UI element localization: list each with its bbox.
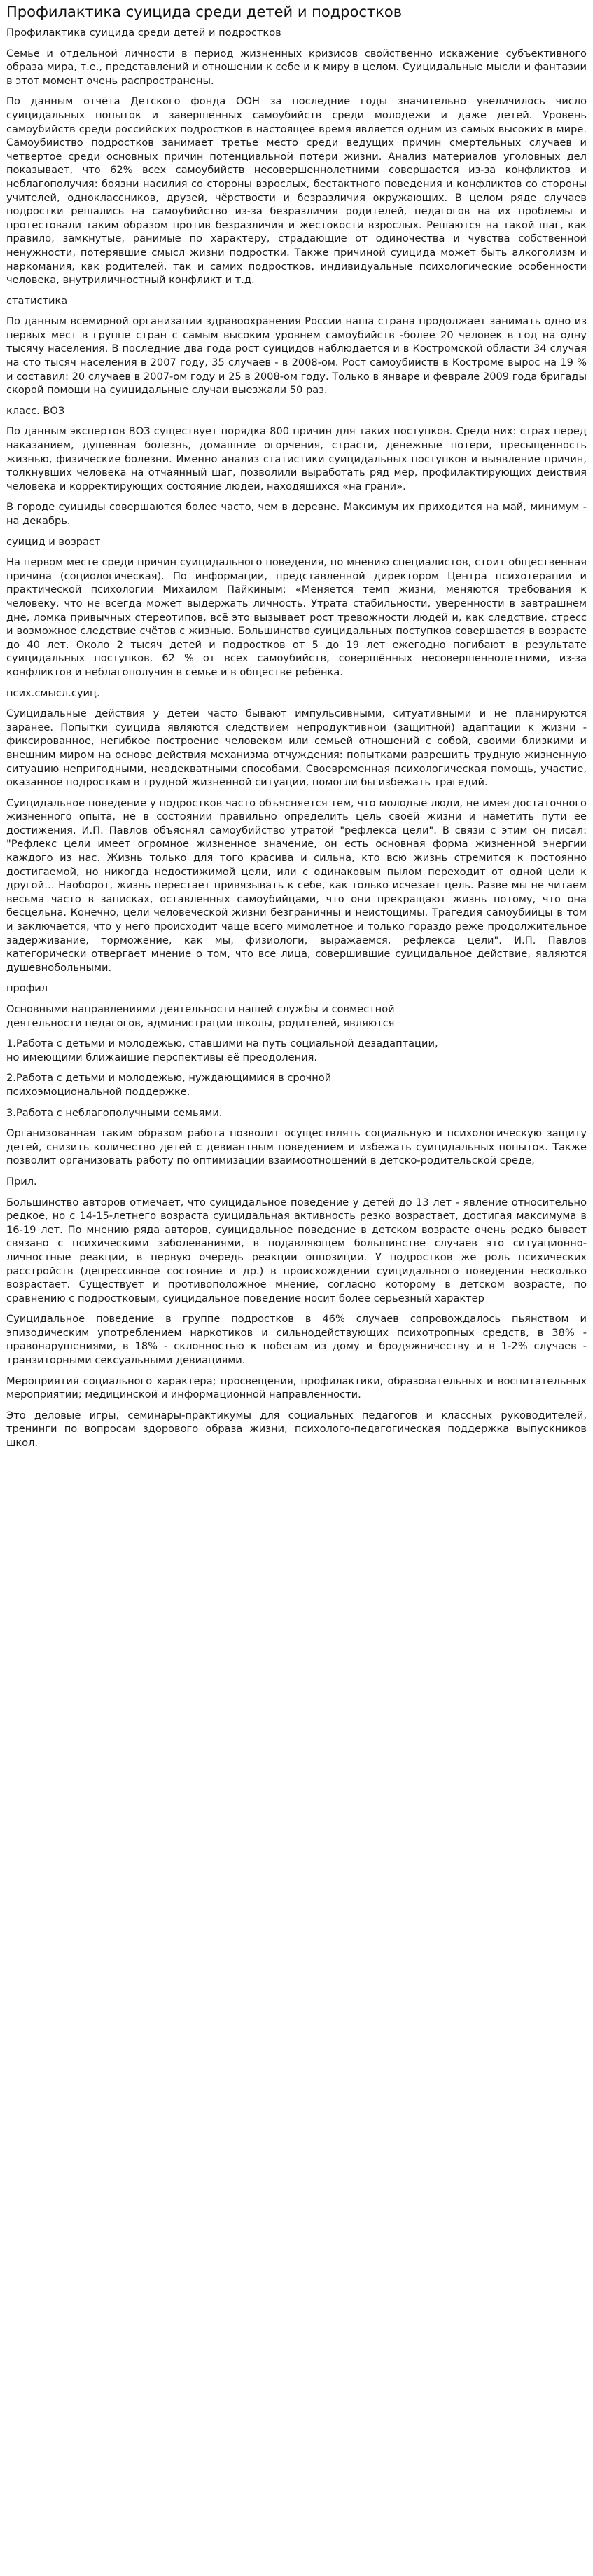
section-label-appendix: Прил. <box>6 1175 37 1187</box>
organized-work-paragraph: Организованная таким образом работа позволит осуществлять социальную и психологическую защиту детей, снизить количество детей с девиантным поведением и избежать суицидальных попыток. Также позволит организовать работу по оптимизации взаимоотношений в детско-родительской среде, <box>6 1127 587 1167</box>
list-item-2: 2.Работа с детьми и молодежью, нуждающимися в срочной психоэмоциональной поддержке. <box>6 1072 332 1098</box>
teen-group-paragraph: Суицидальное поведение в группе подростков в 46% случаев сопровождалось пьянством и эпизодическим употреблением наркотиков и сильнодействующих психотропных средств, в 38% - правонарушениями, в 18% - склонностью к побегам из дому и бродяжничеству и в 1-2% случаев - транзиторными сексуальными девиациями. <box>6 1313 587 1367</box>
impulsive-actions-paragraph: Суицидальные действия у детей часто бывают импульсивными, ситуативными и не планируются заранее. Попытки суицида являются следствием непродуктивной (защитной) адаптации к жизни - фиксированное, негибкое построение человеком или семьей отношений с собой, своими близкими и внешним миром на основе действия механизма отчуждения: попытками разрешить трудную жизненную ситуацию непригодными, неадекватными способами. Своевременная психологическая помощь, участие, оказанное подросткам в трудной жизненной ситуации, помогли бы избежать трагедий. <box>6 708 587 789</box>
section-label-who-class: класс. ВОЗ <box>6 404 65 417</box>
section-label-age: суицид и возраст <box>6 535 101 548</box>
age-behavior-paragraph: Большинство авторов отмечает, что суицидальное поведение у детей до 13 лет - явление относительно редкое, но с 14-15-летнего возраста суицидальная активность резко возрастает, достигая максимума в 16-19 лет. По мнению ряда авторов, суицидальное поведение в детском возрасте очень редко бывает связано с психическими заболеваниями, в подавляющем большинстве случаев это ситуационно-личностные реакции, в первую очередь реакции оппозиции. У подростков же роль психических расстройств (депрессивное состояние и др.) в происхождении суицидального поведения несколько возрастает. Существует и противоположное мнение, согласно которому в детском возрасте, по сравнению с подростковым, суицидальное поведение носит более серьезный характер <box>6 1196 587 1304</box>
measures-paragraph: Мероприятия социального характера; просвещения, профилактики, образовательных и воспитательных мероприятий; медицинской и информационной направленности. <box>6 1375 587 1401</box>
list-item-1: 1.Работа с детьми и молодежью, ставшими на путь социальной дезадаптации, но имеющими ближайшие перспективы её преодоления. <box>6 1038 438 1063</box>
section-label-psych-meaning: псих.смысл.суиц. <box>6 687 100 699</box>
list-item-3: 3.Работа с неблагополучными семьями. <box>6 1106 223 1119</box>
social-causes-paragraph: На первом месте среди причин суицидального поведения, по мнению специалистов, стоит общественная причина (социологическая). По информации, представленной директором Центра психотерапии и практической психологии Михаилом Пайкиным: «Меняется темп жизни, меняются требования к человеку, что не всегда может выдержать личность. Утрата стабильности, уверенности в завтрашнем дне, ломка привычных стереотипов, всё это вызывает рост тревожности людей и, как следствие, стресс и возможное следствие счётов с жизнью. Большинство суицидальных поступков совершается в возрасте до 40 лет. Около 2 тысяч детей и подростков от 5 до 19 лет ежегодно погибают в результате суицидальных поступков. 62 % от всех самоубийств, совершённых несовершеннолетними, из-за конфликтов и неблагополучия в семье и в обществе ребёнка. <box>6 556 587 678</box>
who-russia-paragraph: По данным всемирной организации здравоохранения России наша страна продолжает занимать одно из первых мест в группе стран с самым высоким уровнем самоубийств -более 20 человек в год на одну тысячу населения. В последние два года рост суицидов наблюдается и в Костромской области 34 случая на сто тысяч населения в 2007 году, 35 случаев - в 2008-ом. Рост самоубийств в Костроме вырос на 19 % и составил: 20 случаев в 2007-ом году и 25 в 2008-ом году. Только в январе и феврале 2009 года бригады скорой помощи на суицидальные случаи выезжали 50 раз. <box>6 315 587 397</box>
intro-paragraph: Семье и отдельной личности в период жизненных кризисов свойственно искажение субъективного образа мира, т.е., представлений и отношении к себе и к миру в целом. Суицидальные мысли и фантазии в этот момент очень распространены. <box>6 47 587 87</box>
who-causes-paragraph: По данным экспертов ВОЗ существует порядка 800 причин для таких поступков. Среди них: страх перед наказанием, душевная болезнь, домашние огорчения, страсти, денежные потери, пресыщенность жизнью, физические болезни. Именно анализ статистики суицидальных поступков и выявление причин, толкнувших человека на отчаянный шаг, позволили выработать ряд мер, профилактирующих действия человека и корректирующих состояние людей, находящихся «на грани». <box>6 425 587 493</box>
pavlov-paragraph: Суицидальное поведение у подростков часто объясняется тем, что молодые люди, не имея достаточного жизненного опыта, не в состоянии правильно определить цель своей жизни и наметить пути ее достижения. И.П. Павлов объяснял самоубийство утратой "рефлекса цели". В связи с этим он писал: "Рефлекс цели имеет огромное жизненное значение, он есть основная форма жизненной энергии каждого из нас. Жизнь только для того красива и сильна, кто всю жизнь стремится к постоянно достигаемой, но никогда недостижимой цели, или с одинаковым пылом переходит от одной цели к другой… Наоборот, жизнь перестает привязывать к себе, как только исчезает цель. Разве мы не читаем весьма часто в записках, оставленных самоубийцами, что они прекращают жизнь потому, что она бесцельна. Конечно, цели человеческой жизни безграничны и неистощимы. Трагедия самоубийцы в том и заключается, что у него происходит чаще всего мимолетное и только гораздо реже продолжительное задерживание, торможение, как мы, физиологи, выражаемся, рефлекса цели". И.П. Павлов категорически отвергает мнение о том, что все лица, совершившие суицидальное действие, являются душевнобольными. <box>6 797 587 974</box>
city-village-paragraph: В городе суициды совершаются более часто, чем в деревне. Максимум их приходится на май, минимум - на декабрь. <box>6 501 587 527</box>
subtitle: Профилактика суицида среди детей и подростков <box>6 27 281 39</box>
unicef-paragraph: По данным отчёта Детского фонда ООН за последние годы значительно увеличилось число суицидальных попыток и завершенных самоубийств среди молодежи и даже детей. Уровень самоубийств среди российских подростков в настоящее время является одним из самых высоких в мире. Самоубийство подростков занимает третье место среди ведущих причин смертельных случаев и четвертое среди основных причин потенциальной потери жизни. Анализ материалов уголовных дел показывает, что 62% всех самоубийств несовершеннолетними совершается из-за конфликтов и неблагополучия: боязни насилия со стороны взрослых, бестактного поведения и конфликтов со стороны учителей, одноклассников, друзей, чёрствости и безразличия окружающих. В целом ряде случаев подростки решались на самоубийство из-за безразличия родителей, педагогов на их проблемы и протестовали таким образом против безразличия и жестокости взрослых. Решаются на такой шаг, как правило, замкнутые, ранимые по характеру, страдающие от одиночества и чувства собственной ненужности, потерявшие смысл жизни подростки. Также причиной суицида может быть алкоголизм и наркомания, как родителей, так и самих подростков, индивидуальные психологические особенности человека, внутриличностный конфликт и т.д. <box>6 95 587 287</box>
page-title: Профилактика суицида среди детей и подростков <box>6 4 403 20</box>
section-label-prevention: профил <box>6 982 48 995</box>
activities-paragraph: Это деловые игры, семинары-практикумы для социальных педагогов и классных руководителей, тренинги по вопросам здорового образа жизни, психолого-педагогическая поддержка выпускников школ. <box>6 1409 587 1449</box>
section-label-statistics: статистика <box>6 294 68 307</box>
directions-paragraph: Основными направлениями деятельности нашей службы и совместной деятельности педагогов, администрации школы, родителей, являются <box>6 1003 395 1029</box>
